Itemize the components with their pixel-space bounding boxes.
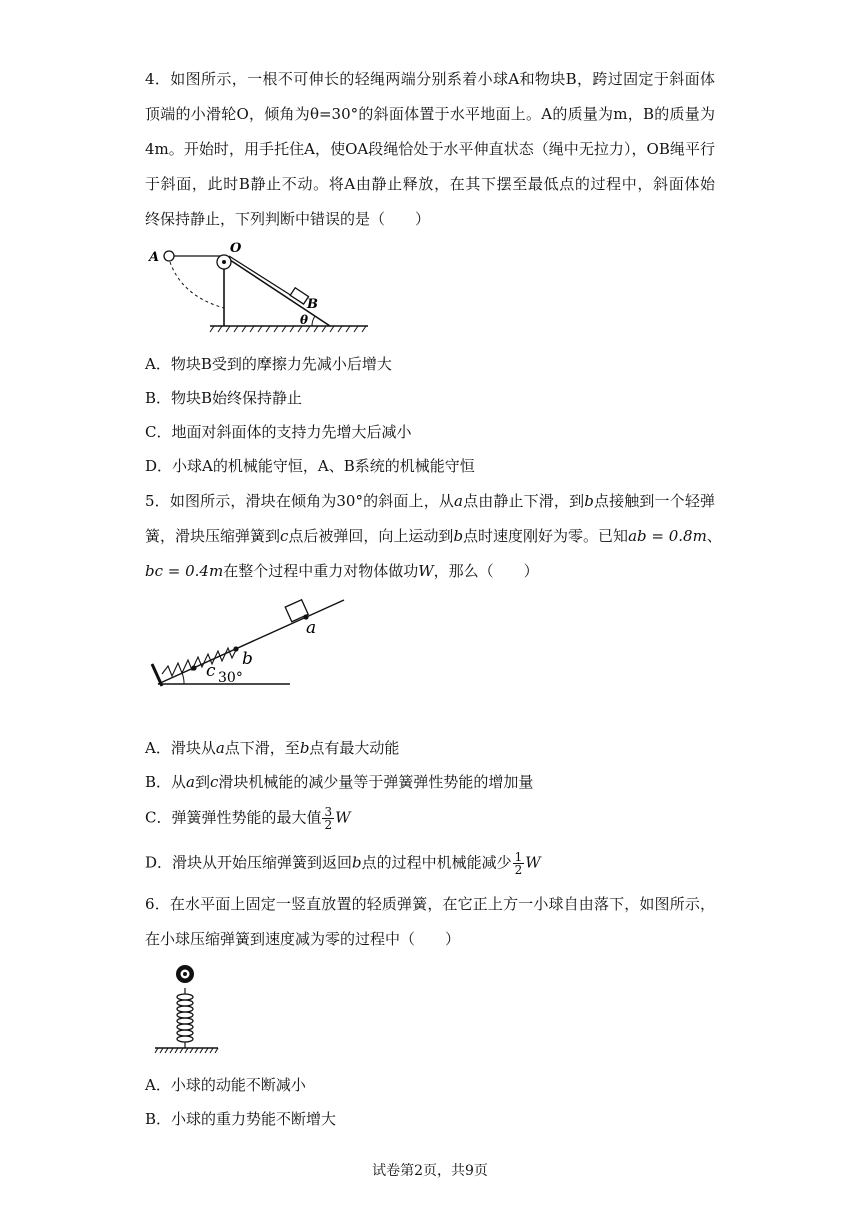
q4-line-2: 顶端的小滑轮O，倾角为θ=30°的斜面体置于水平地面上。A的质量为m，B的质量为 xyxy=(145,105,715,123)
label-b: B xyxy=(307,297,318,312)
fraction-1-2: $\frac{1}{2}$ xyxy=(514,850,523,877)
label-angle: 30° xyxy=(218,670,243,686)
q5-line-2: 簧，滑块压缩弹簧到c点后被弹回，向上运动到b点时速度刚好为零。已知ab = 0.8m、 xyxy=(145,527,722,545)
label-point-a: a xyxy=(306,618,317,638)
q4-option-a: A．物块B受到的摩擦力先减小后增大 xyxy=(145,355,392,373)
q6-option-a: A．小球的动能不断减小 xyxy=(145,1076,306,1094)
label-point-c: c xyxy=(206,661,216,681)
q5-line-3: bc = 0.4m在整个过程中重力对物体做功W，那么（ ） xyxy=(145,562,539,580)
q4-option-c: C．地面对斜面体的支持力先增大后减小 xyxy=(145,423,412,441)
label-point-b: b xyxy=(242,649,253,669)
q6-line-1: 6．在水平面上固定一竖直放置的轻质弹簧，在它正上方一小球自由落下，如图所示， xyxy=(145,895,715,913)
q5-option-a: A．滑块从a点下滑，至b点有最大动能 xyxy=(145,739,400,757)
q5-line-1: 5．如图所示，滑块在倾角为30°的斜面上，从a点由静止下滑，到b点接触到一个轻弹 xyxy=(145,492,715,510)
q6-line-2: 在小球压缩弹簧到速度减为零的过程中（ ） xyxy=(145,930,461,948)
q6-figure xyxy=(150,962,230,1062)
q4-line-5: 终保持静止，下列判断中错误的是（ ） xyxy=(145,210,431,228)
label-o: O xyxy=(230,241,242,256)
q4-option-b: B．物块B始终保持静止 xyxy=(145,389,303,407)
q5-figure xyxy=(148,588,358,698)
q4-line-1: 4．如图所示，一根不可伸长的轻绳两端分别系着小球A和物块B，跨过固定于斜面体 xyxy=(145,70,715,88)
page-footer: 试卷第2页，共9页 xyxy=(372,1163,488,1179)
label-a: A xyxy=(149,250,160,265)
fraction-3-2: $\frac{3}{2}$ xyxy=(324,805,333,832)
q5-option-c: C．弹簧弹性势能的最大值 $\frac{3}{2}$ W xyxy=(145,805,351,832)
q5-option-b: B．从a到c滑块机械能的减少量等于弹簧弹性势能的增加量 xyxy=(145,773,534,791)
q4-option-d: D．小球A的机械能守恒，A、B系统的机械能守恒 xyxy=(145,457,475,475)
q4-figure xyxy=(140,238,380,338)
q5-option-d: D．滑块从开始压缩弹簧到返回b点的过程中机械能减少 $\frac{1}{2}$ W xyxy=(145,850,541,877)
q6-option-b: B．小球的重力势能不断增大 xyxy=(145,1110,337,1128)
q4-line-3: 4m。开始时，用手托住A，使OA段绳恰处于水平伸直状态（绳中无拉力），OB绳平行 xyxy=(145,140,715,158)
label-theta: θ xyxy=(300,313,309,327)
q4-line-4: 于斜面，此时B静止不动。将A由静止释放，在其下摆至最低点的过程中，斜面体始 xyxy=(145,175,715,193)
